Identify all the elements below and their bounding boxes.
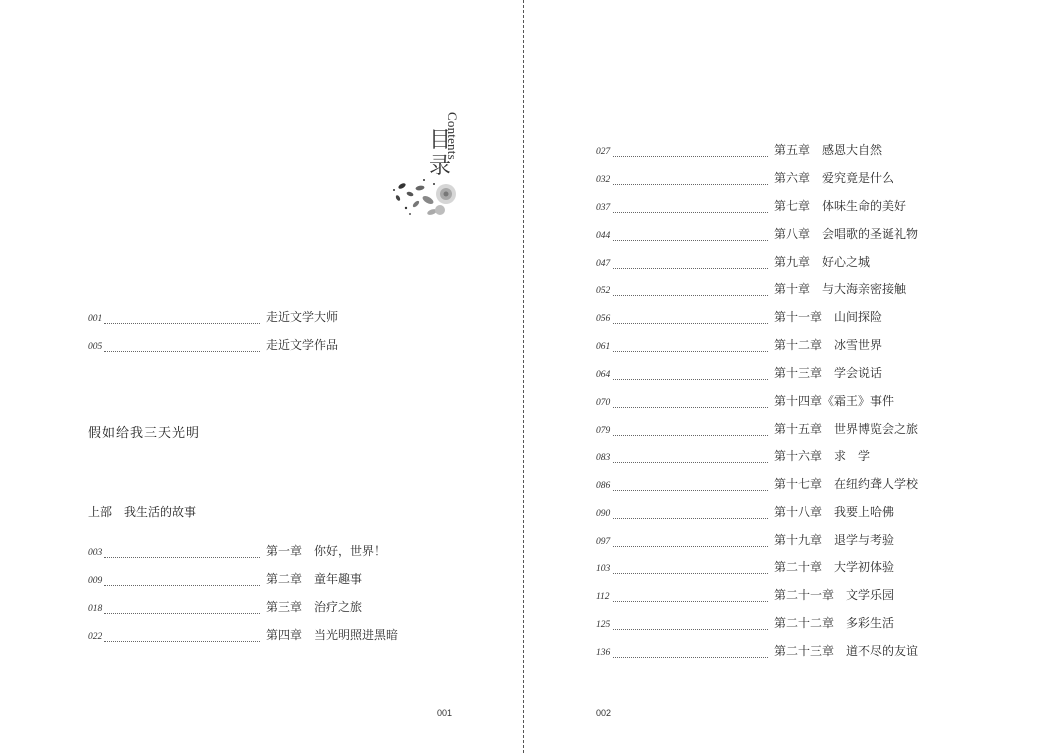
toc-entry-chapter-16[interactable] bbox=[596, 449, 956, 465]
toc-entry-chapter-4[interactable] bbox=[88, 628, 408, 644]
page-fold-divider bbox=[523, 0, 524, 753]
dotted-leader bbox=[613, 435, 768, 436]
entry-label: 第二章 童年趣事 bbox=[266, 572, 363, 586]
toc-entry-chapter-6[interactable] bbox=[596, 171, 956, 187]
dotted-leader bbox=[104, 351, 260, 352]
entry-label: 第四章 当光明照进黑暗 bbox=[266, 628, 399, 642]
toc-entry-chapter-13[interactable] bbox=[596, 366, 956, 382]
entry-page-number: 112 bbox=[596, 592, 610, 602]
entry-page-number: 083 bbox=[596, 453, 611, 463]
toc-entry-chapter-5[interactable] bbox=[596, 143, 956, 159]
dotted-leader bbox=[104, 557, 260, 558]
dotted-leader bbox=[613, 212, 768, 213]
toc-entry-chapter-18[interactable] bbox=[596, 505, 956, 521]
entry-page-number: 018 bbox=[88, 604, 103, 614]
page-number-right: 002 bbox=[596, 708, 612, 718]
entry-label: 第十七章 在纽约聋人学校 bbox=[774, 477, 919, 491]
entry-page-number: 079 bbox=[596, 426, 611, 436]
toc-entry-chapter-2[interactable] bbox=[88, 572, 408, 588]
entry-page-number: 064 bbox=[596, 370, 611, 380]
book-title: 假如给我三天光明 bbox=[88, 426, 201, 441]
toc-entry-chapter-14[interactable] bbox=[596, 394, 956, 410]
toc-entry-chapter-8[interactable] bbox=[596, 227, 956, 243]
toc-entry-chapter-22[interactable] bbox=[596, 616, 956, 632]
entry-page-number: 097 bbox=[596, 537, 611, 547]
toc-title-block bbox=[380, 108, 480, 228]
entry-label: 第一章 你好，世界！ bbox=[266, 544, 387, 558]
flower-decoration-icon bbox=[380, 174, 470, 224]
dotted-leader bbox=[613, 629, 768, 630]
toc-entry-chapter-10[interactable] bbox=[596, 282, 956, 298]
toc-title-english: Contents bbox=[445, 112, 460, 160]
entry-page-number: 052 bbox=[596, 286, 611, 296]
dotted-leader bbox=[613, 573, 768, 574]
entry-label: 第十八章 我要上哈佛 bbox=[774, 505, 895, 519]
entry-label: 第二十一章 文学乐园 bbox=[774, 588, 895, 602]
entry-label: 第十四章《霜王》事件 bbox=[774, 394, 895, 408]
entry-label: 第三章 治疗之旅 bbox=[266, 600, 363, 614]
entry-label: 第五章 感恩大自然 bbox=[774, 143, 883, 157]
entry-label: 第二十三章 道不尽的友谊 bbox=[774, 644, 919, 658]
toc-entry-front-2[interactable] bbox=[88, 338, 348, 354]
toc-entry-chapter-9[interactable] bbox=[596, 255, 956, 271]
toc-entry-chapter-11[interactable] bbox=[596, 310, 956, 326]
entry-label: 第九章 好心之城 bbox=[774, 255, 871, 269]
dotted-leader bbox=[104, 613, 260, 614]
entry-page-number: 027 bbox=[596, 147, 611, 157]
entry-page-number: 090 bbox=[596, 509, 611, 519]
toc-entry-chapter-20[interactable] bbox=[596, 560, 956, 576]
entry-page-number: 005 bbox=[88, 342, 103, 352]
dotted-leader bbox=[613, 407, 768, 408]
entry-label: 第十章 与大海亲密接触 bbox=[774, 282, 907, 296]
entry-page-number: 009 bbox=[88, 576, 103, 586]
toc-entry-chapter-15[interactable] bbox=[596, 422, 956, 438]
entry-page-number: 037 bbox=[596, 203, 611, 213]
entry-page-number: 136 bbox=[596, 648, 611, 658]
toc-title-chinese: 目录 bbox=[428, 128, 451, 179]
toc-entry-chapter-3[interactable] bbox=[88, 600, 408, 616]
entry-label: 第十三章 学会说话 bbox=[774, 366, 883, 380]
right-page bbox=[525, 0, 1046, 753]
toc-entry-chapter-19[interactable] bbox=[596, 533, 956, 549]
entry-label: 第十五章 世界博览会之旅 bbox=[774, 422, 919, 436]
dotted-leader bbox=[613, 518, 768, 519]
entry-label: 第十二章 冰雪世界 bbox=[774, 338, 883, 352]
entry-label: 走近文学大师 bbox=[266, 310, 339, 324]
entry-label: 第十九章 退学与考验 bbox=[774, 533, 895, 547]
toc-entry-chapter-1[interactable] bbox=[88, 544, 408, 560]
entry-page-number: 070 bbox=[596, 398, 611, 408]
toc-entry-chapter-21[interactable] bbox=[596, 588, 956, 604]
entry-label: 第七章 体味生命的美好 bbox=[774, 199, 907, 213]
entry-page-number: 047 bbox=[596, 259, 611, 269]
dotted-leader bbox=[613, 268, 768, 269]
entry-label: 第十一章 山间探险 bbox=[774, 310, 883, 324]
dotted-leader bbox=[104, 323, 260, 324]
dotted-leader bbox=[104, 641, 260, 642]
dotted-leader bbox=[613, 240, 768, 241]
part-title: 上部 我生活的故事 bbox=[88, 505, 197, 519]
entry-page-number: 003 bbox=[88, 548, 103, 558]
dotted-leader bbox=[613, 156, 768, 157]
page-number-left: 001 bbox=[437, 708, 453, 718]
dotted-leader bbox=[613, 351, 768, 352]
toc-entry-chapter-7[interactable] bbox=[596, 199, 956, 215]
dotted-leader bbox=[613, 601, 768, 602]
entry-page-number: 086 bbox=[596, 481, 611, 491]
entry-label: 走近文学作品 bbox=[266, 338, 339, 352]
entry-label: 第二十章 大学初体验 bbox=[774, 560, 895, 574]
entry-label: 第六章 爱究竟是什么 bbox=[774, 171, 895, 185]
dotted-leader bbox=[613, 323, 768, 324]
entry-page-number: 056 bbox=[596, 314, 611, 324]
entry-label: 第八章 会唱歌的圣诞礼物 bbox=[774, 227, 919, 241]
entry-page-number: 103 bbox=[596, 564, 611, 574]
entry-label: 第十六章 求 学 bbox=[774, 449, 871, 463]
toc-entry-chapter-17[interactable] bbox=[596, 477, 956, 493]
entry-page-number: 061 bbox=[596, 342, 611, 352]
dotted-leader bbox=[613, 295, 768, 296]
dotted-leader bbox=[613, 462, 768, 463]
toc-entry-chapter-23[interactable] bbox=[596, 644, 956, 660]
entry-label: 第二十二章 多彩生活 bbox=[774, 616, 895, 630]
entry-page-number: 022 bbox=[88, 632, 103, 642]
dotted-leader bbox=[613, 379, 768, 380]
dotted-leader bbox=[613, 490, 768, 491]
dotted-leader bbox=[613, 546, 768, 547]
dotted-leader bbox=[104, 585, 260, 586]
dotted-leader bbox=[613, 657, 768, 658]
toc-entry-front-1[interactable] bbox=[88, 310, 348, 326]
entry-page-number: 001 bbox=[88, 314, 103, 324]
entry-page-number: 032 bbox=[596, 175, 611, 185]
toc-entry-chapter-12[interactable] bbox=[596, 338, 956, 354]
dotted-leader bbox=[613, 184, 768, 185]
entry-page-number: 125 bbox=[596, 620, 611, 630]
entry-page-number: 044 bbox=[596, 231, 611, 241]
